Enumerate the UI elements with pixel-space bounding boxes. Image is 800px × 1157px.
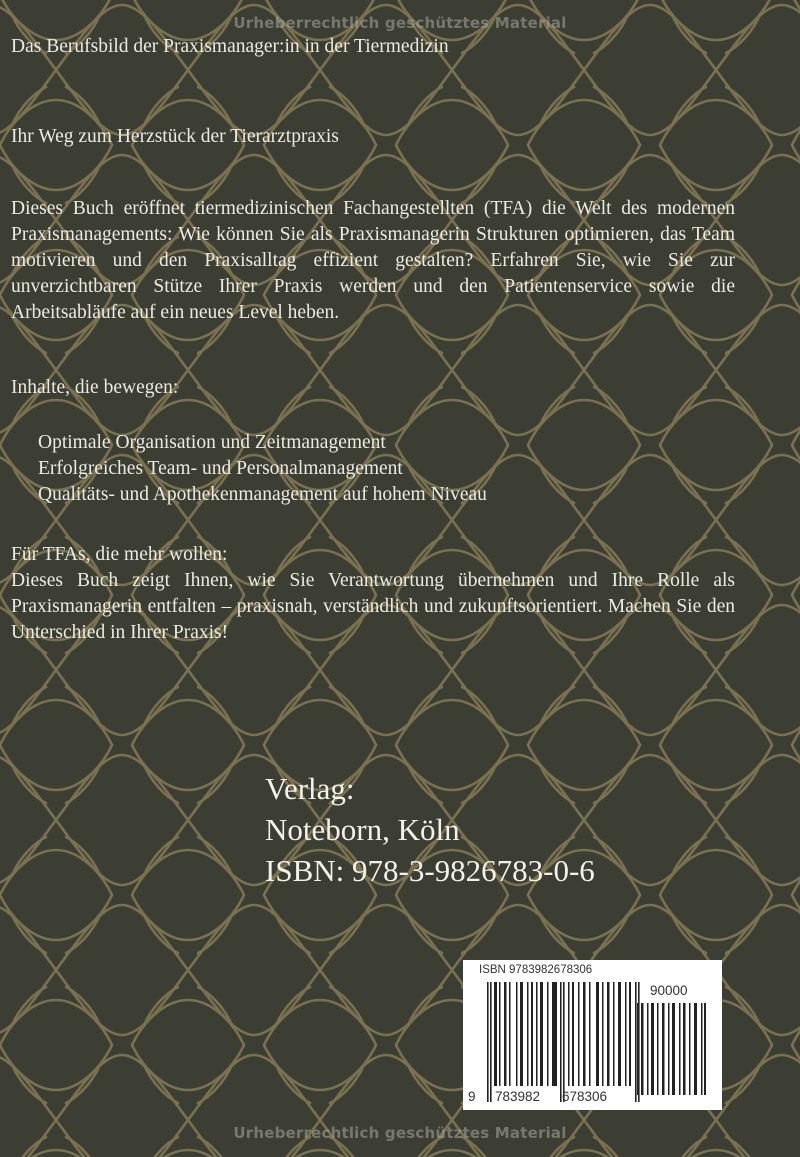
audience-heading: Für TFAs, die mehr wollen:	[11, 544, 228, 565]
barcode-digits-right: 678306	[562, 1089, 608, 1104]
publisher-name: Noteborn, Köln	[265, 812, 460, 847]
book-title: Das Berufsbild der Praxismanager:in in der Tiermedizin	[11, 36, 449, 57]
contents-list-item: Erfolgreiches Team- und Personalmanagement	[38, 458, 403, 479]
copyright-watermark-top: Urheberrechtlich geschütztes Material	[233, 14, 567, 32]
contents-list-item: Optimale Organisation und Zeitmanagement	[38, 432, 386, 453]
barcode-addon-number: 90000	[650, 983, 688, 998]
publisher-label: Verlag:	[265, 771, 355, 806]
copyright-watermark-bottom: Urheberrechtlich geschütztes Material	[233, 1124, 567, 1142]
barcode-digit-first: 9	[468, 1089, 476, 1104]
contents-list-item: Qualitäts- und Apothekenmanagement auf hohem Niveau	[38, 484, 487, 505]
contents-heading: Inhalte, die bewegen:	[11, 377, 179, 398]
barcode-addon-bars-icon	[637, 1003, 707, 1095]
barcode-bars-icon	[485, 982, 647, 1102]
audience-body: Dieses Buch zeigt Ihnen, wie Sie Verantwortung übernehmen und Ihre Rolle als Praxismanagerin entfalten – praxisnah, verständlich und zukunftsorientiert. Machen Sie den Unterschied in Ihrer Praxis!	[11, 570, 735, 643]
publisher-isbn: ISBN: 978-3-9826783-0-6	[265, 853, 595, 888]
contents-list	[38, 430, 487, 508]
book-description: Dieses Buch eröffnet tiermedizinischen Fachangestellten (TFA) die Welt des modernen Praxismanagements: Wie können Sie als Praxismanagerin Strukturen optimieren, das Team motivieren und den Praxisalltag effizient gestalten? Erfahren Sie, wie Sie zur unverzichtbaren Stütze Ihrer Praxis werden und den Patientenservice sowie die Arbeitsabläufe auf ein neues Level heben.	[11, 198, 735, 323]
barcode-isbn-label: ISBN 9783982678306	[479, 964, 593, 976]
isbn-barcode	[463, 960, 722, 1110]
publisher-info	[265, 768, 595, 891]
barcode-digits-left: 783982	[495, 1089, 541, 1104]
book-subtitle: Ihr Weg zum Herzstück der Tierarztpraxis	[11, 126, 339, 147]
